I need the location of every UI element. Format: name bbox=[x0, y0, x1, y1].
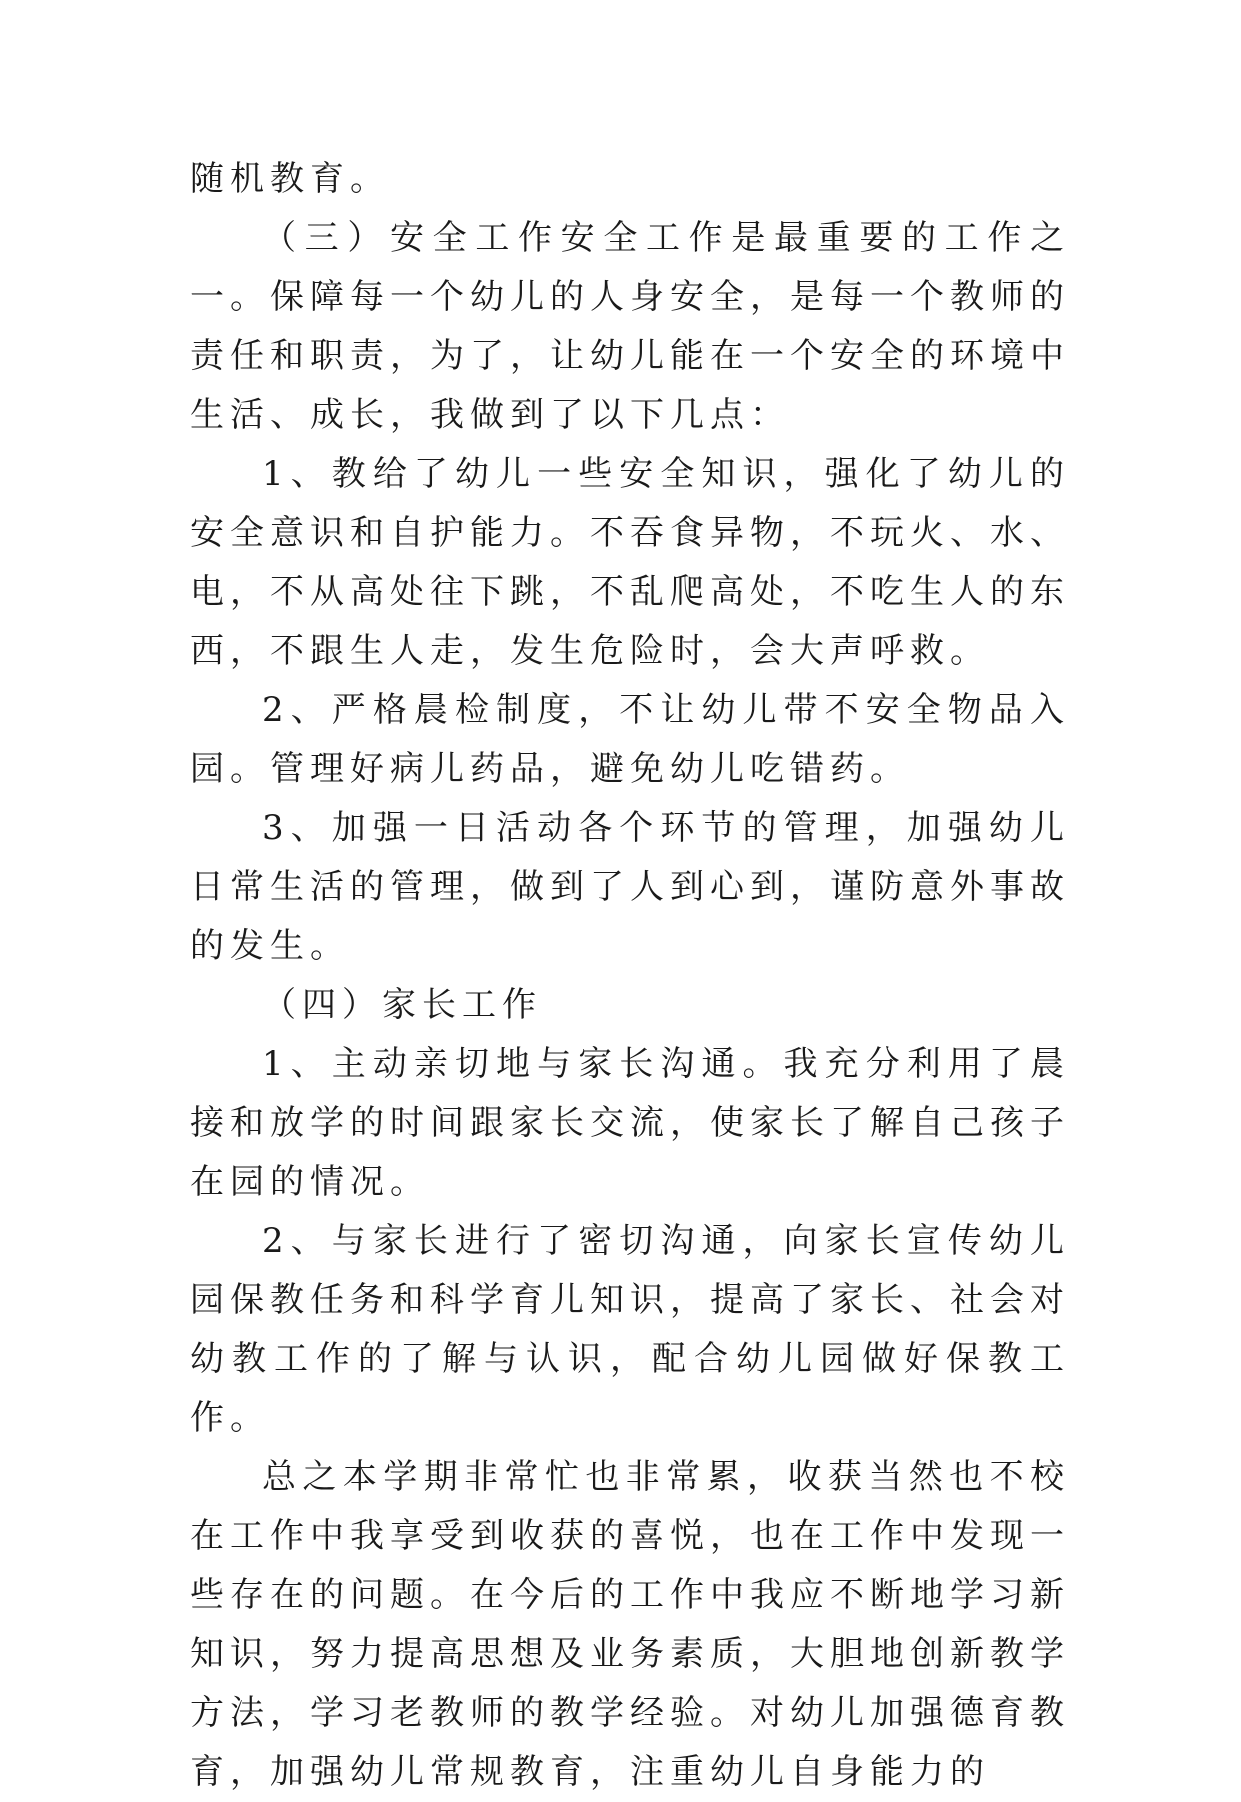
paragraph-continuation: 随机教育。 bbox=[190, 159, 390, 199]
paragraph-parent-item-1: 1、主动亲切地与家长沟通。我充分利用了晨接和放学的时间跟家长交流，使家长了解自己孩子在园的情况。 bbox=[190, 1044, 1070, 1202]
paragraph-safety-item-3: 3、加强一日活动各个环节的管理，加强幼儿日常生活的管理，做到了人到心到，谨防意外事故的发生。 bbox=[190, 808, 1070, 966]
paragraph-summary: 总之本学期非常忙也非常累，收获当然也不校在工作中我享受到收获的喜悦，也在工作中发现一些存在的问题。在今后的工作中我应不断地学习新知识，努力提高思想及业务素质，大胆地创新教学方法，学习老教师的教学经验。对幼儿加强德育教育，加强幼儿常规教育，注重幼儿自身能力的 bbox=[190, 1457, 1070, 1792]
document-body bbox=[190, 150, 1070, 1802]
paragraph-parent-item-2: 2、与家长进行了密切沟通，向家长宣传幼儿园保教任务和科学育儿知识，提高了家长、社会对幼教工作的了解与认识，配合幼儿园做好保教工作。 bbox=[190, 1221, 1070, 1438]
paragraph-safety-item-2: 2、严格晨检制度，不让幼儿带不安全物品入园。管理好病儿药品，避免幼儿吃错药。 bbox=[190, 690, 1070, 789]
paragraph-safety-item-1: 1、教给了幼儿一些安全知识，强化了幼儿的安全意识和自护能力。不吞食异物，不玩火、水、电，不从高处往下跳，不乱爬高处，不吃生人的东西，不跟生人走，发生危险时，会大声呼救。 bbox=[190, 454, 1070, 671]
section-heading-parent-work: （四）家长工作 bbox=[262, 985, 542, 1025]
paragraph-safety-work: （三）安全工作安全工作是最重要的工作之一。保障每一个幼儿的人身安全，是每一个教师的责任和职责，为了，让幼儿能在一个安全的环境中生活、成长，我做到了以下几点： bbox=[190, 218, 1070, 435]
